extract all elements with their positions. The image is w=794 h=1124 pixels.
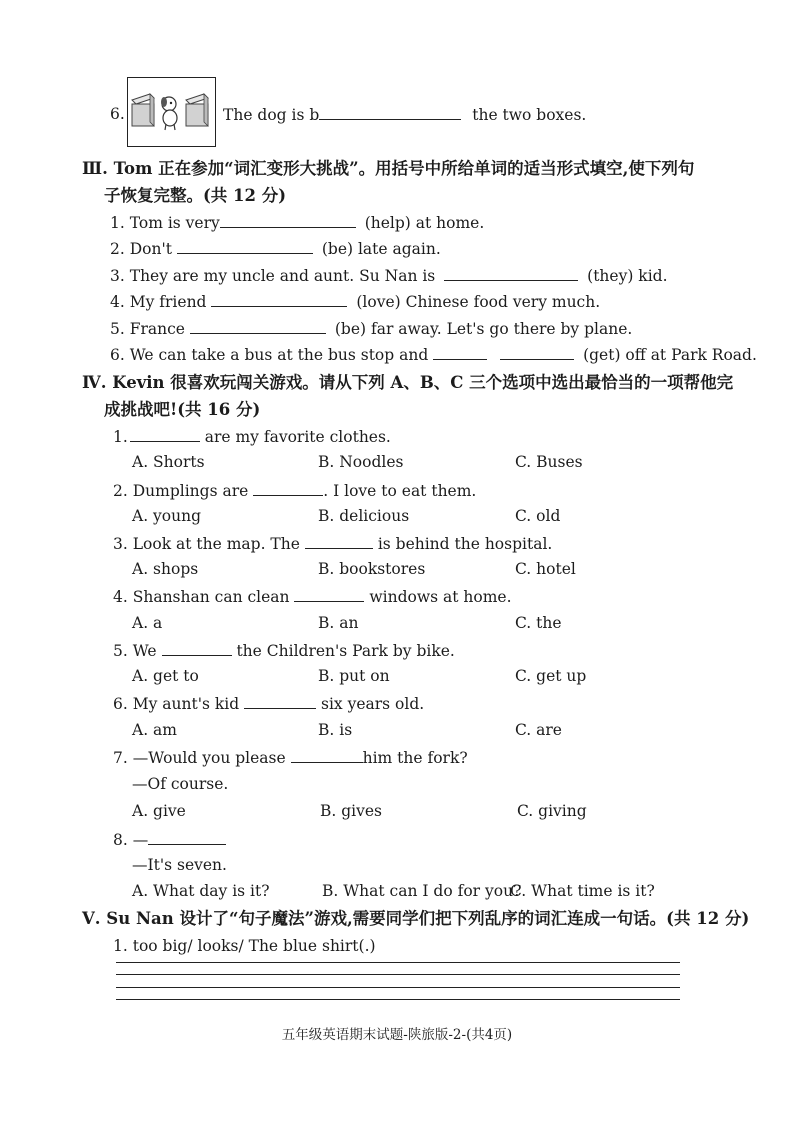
- s4-q3-num: 3.: [113, 535, 128, 553]
- q6-text-before: The dog is b: [223, 106, 320, 124]
- s4-q5-blank[interactable]: [162, 640, 232, 656]
- s3-item-4-num: 4.: [110, 293, 125, 311]
- s4-q2-stem-after: . I love to eat them.: [323, 482, 477, 500]
- s4-q8-stem-before: —: [132, 831, 149, 849]
- s3-item-5-before: France: [129, 320, 185, 338]
- s4-q7-option-a[interactable]: A. give: [132, 802, 186, 820]
- s4-q2-stem: [113, 480, 476, 501]
- s4-q4-num: 4.: [113, 588, 128, 606]
- s3-item-2: [110, 238, 441, 259]
- s4-q6-stem-before: My aunt's kid: [132, 695, 240, 713]
- s4-q2-option-a[interactable]: A. young: [132, 507, 202, 525]
- dog-boxes-illustration: [128, 78, 214, 145]
- s3-item-5: [110, 318, 632, 339]
- section4-heading-line1: Ⅳ. Kevin 很喜欢玩闯关游戏。请从下列 A、B、C 三个选项中选出最恰当的一项帮他完: [82, 373, 734, 392]
- s4-q7-reply: —Of course.: [132, 775, 229, 793]
- s3-item-4-after: (love) Chinese food very much.: [356, 293, 601, 311]
- s4-q4-option-b[interactable]: B. an: [318, 614, 359, 632]
- s3-item-4-blank[interactable]: [211, 291, 347, 307]
- section3-heading-line2: 子恢复完整。(共 12 分): [104, 186, 287, 205]
- s4-q1-stem-after: are my favorite clothes.: [204, 428, 391, 446]
- q6-number: 6.: [110, 105, 125, 123]
- s3-item-3-num: 3.: [110, 267, 125, 285]
- section4-heading-line2: 成挑战吧!(共 16 分): [104, 400, 261, 419]
- s3-item-3: [110, 265, 668, 286]
- s3-item-6-blank-b[interactable]: [500, 344, 574, 360]
- s4-q3-option-b[interactable]: B. bookstores: [318, 560, 426, 578]
- s4-q3-stem: [113, 533, 552, 554]
- s3-item-4-before: My friend: [129, 293, 207, 311]
- s4-q8-num: 8.: [113, 831, 128, 849]
- s4-q1-stem: [113, 426, 391, 447]
- s4-q5-stem: [113, 640, 455, 661]
- s4-q7-stem-after: him the fork?: [362, 749, 468, 767]
- dog-between-boxes-picture: [127, 77, 216, 147]
- s4-q1-option-a[interactable]: A. Shorts: [132, 453, 205, 471]
- s4-q6-option-c[interactable]: C. are: [515, 721, 562, 739]
- s4-q1-option-b[interactable]: B. Noodles: [318, 453, 404, 471]
- s4-q8-option-c[interactable]: C. What time is it?: [510, 882, 655, 900]
- s4-q5-stem-before: We: [132, 642, 157, 660]
- s4-q7-blank[interactable]: [291, 747, 363, 763]
- s3-item-2-blank[interactable]: [177, 238, 313, 254]
- s3-item-2-num: 2.: [110, 240, 125, 258]
- s4-q4-stem-after: windows at home.: [369, 588, 512, 606]
- s4-q2-num: 2.: [113, 482, 128, 500]
- page-footer: 五年级英语期末试题-陕旅版-2-(共4页): [281, 1027, 513, 1043]
- s4-q3-stem-after: is behind the hospital.: [377, 535, 553, 553]
- q6-text-after: the two boxes.: [472, 106, 587, 124]
- s3-item-4: [110, 291, 600, 312]
- s3-item-1: [110, 212, 484, 233]
- s4-q1-blank[interactable]: [130, 426, 200, 442]
- section3-heading-line1: Ⅲ. Tom 正在参加“词汇变形大挑战”。用括号中所给单词的适当形式填空,使下列句: [82, 159, 695, 178]
- s4-q3-option-a[interactable]: A. shops: [132, 560, 199, 578]
- s4-q8-stem: [113, 829, 226, 850]
- s4-q7-stem: [113, 747, 468, 768]
- s4-q4-stem-before: Shanshan can clean: [132, 588, 290, 606]
- s4-q5-option-c[interactable]: C. get up: [515, 667, 587, 685]
- s3-item-1-blank[interactable]: [220, 212, 356, 228]
- s4-q4-stem: [113, 586, 512, 607]
- s3-item-5-num: 5.: [110, 320, 125, 338]
- s4-q8-option-b[interactable]: B. What can I do for you?: [322, 882, 522, 900]
- s4-q7-option-c[interactable]: C. giving: [517, 802, 587, 820]
- s4-q3-option-c[interactable]: C. hotel: [515, 560, 576, 578]
- s4-q3-blank[interactable]: [305, 533, 373, 549]
- s3-item-3-blank[interactable]: [444, 265, 578, 281]
- s4-q5-num: 5.: [113, 642, 128, 660]
- section5-heading: Ⅴ. Su Nan 设计了“句子魔法”游戏,需要同学们把下列乱序的词汇连成一句话。(共 12 分): [82, 909, 750, 928]
- s4-q2-option-b[interactable]: B. delicious: [318, 507, 410, 525]
- s3-item-5-blank[interactable]: [190, 318, 326, 334]
- s4-q5-option-a[interactable]: A. get to: [132, 667, 199, 685]
- s4-q2-blank[interactable]: [253, 480, 323, 496]
- s4-q4-option-c[interactable]: C. the: [515, 614, 562, 632]
- s3-item-6-num: 6.: [110, 346, 125, 364]
- s4-q5-option-b[interactable]: B. put on: [318, 667, 390, 685]
- s4-q6-option-b[interactable]: B. is: [318, 721, 353, 739]
- s4-q2-stem-before: Dumplings are: [132, 482, 249, 500]
- s3-item-3-before: They are my uncle and aunt. Su Nan is: [129, 267, 436, 285]
- s4-q8-blank[interactable]: [148, 829, 226, 845]
- s4-q6-blank[interactable]: [244, 693, 316, 709]
- s4-q2-option-c[interactable]: C. old: [515, 507, 561, 525]
- s3-item-1-before: Tom is very: [129, 214, 220, 232]
- s4-q6-option-a[interactable]: A. am: [132, 721, 177, 739]
- s4-q6-stem: [113, 693, 424, 714]
- answer-writing-line-1[interactable]: [116, 962, 680, 963]
- s4-q8-reply: —It's seven.: [132, 856, 227, 874]
- s3-item-6-blank-a[interactable]: [433, 344, 487, 360]
- s5-item-1: 1. too big/ looks/ The blue shirt(.): [113, 937, 376, 955]
- s4-q5-stem-after: the Children's Park by bike.: [236, 642, 455, 660]
- s3-item-2-after: (be) late again.: [321, 240, 441, 258]
- s3-item-5-after: (be) far away. Let's go there by plane.: [334, 320, 633, 338]
- answer-writing-line-4[interactable]: [116, 999, 680, 1000]
- s4-q8-option-a[interactable]: A. What day is it?: [132, 882, 270, 900]
- s4-q6-num: 6.: [113, 695, 128, 713]
- s3-item-6: [110, 344, 757, 365]
- s3-item-6-after: (get) off at Park Road.: [583, 346, 757, 364]
- q6-answer-blank[interactable]: [319, 104, 461, 120]
- s3-item-1-after: (help) at home.: [364, 214, 485, 232]
- s4-q7-option-b[interactable]: B. gives: [320, 802, 383, 820]
- s4-q4-option-a[interactable]: A. a: [132, 614, 163, 632]
- s3-item-2-before: Don't: [129, 240, 172, 258]
- q6-sentence: [223, 104, 586, 125]
- s4-q4-blank[interactable]: [294, 586, 364, 602]
- s4-q3-stem-before: Look at the map. The: [132, 535, 300, 553]
- s3-item-1-num: 1.: [110, 214, 125, 232]
- s4-q1-option-c[interactable]: C. Buses: [515, 453, 583, 471]
- s3-item-3-after: (they) kid.: [587, 267, 668, 285]
- s4-q7-stem-before: —Would you please: [132, 749, 286, 767]
- s3-item-6-before: We can take a bus at the bus stop and: [129, 346, 429, 364]
- answer-writing-line-2[interactable]: [116, 974, 680, 975]
- s4-q1-num: 1.: [113, 428, 128, 446]
- s4-q6-stem-after: six years old.: [321, 695, 425, 713]
- answer-writing-line-3[interactable]: [116, 987, 680, 988]
- s4-q7-num: 7.: [113, 749, 128, 767]
